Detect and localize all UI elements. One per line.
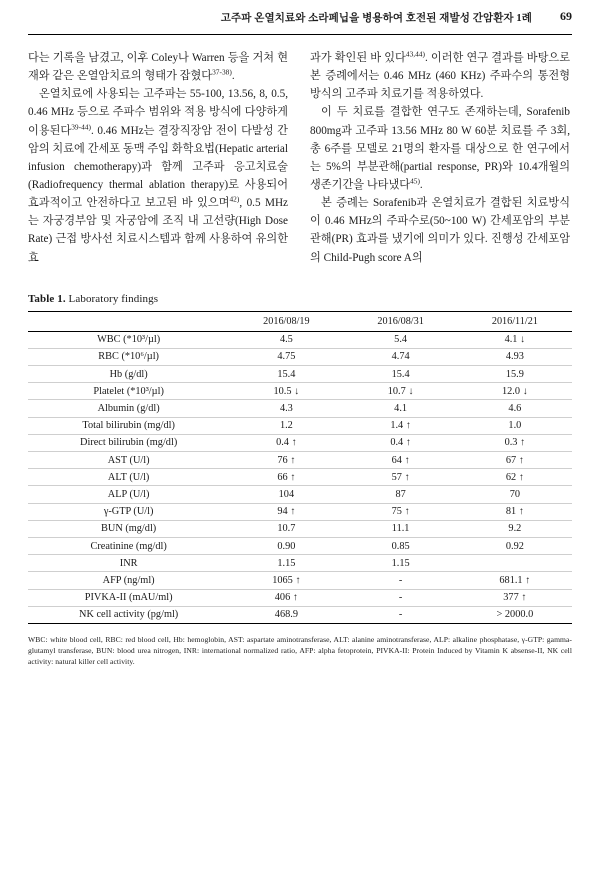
cell-value: 15.4	[391, 368, 410, 380]
cell-value: -	[398, 592, 403, 604]
paragraph	[28, 49, 288, 85]
cell-value: 4.75	[277, 351, 296, 363]
cell-value: 0.90	[277, 540, 296, 552]
table-row	[28, 434, 572, 451]
table-row	[28, 366, 572, 383]
row-label: AST (U/l)	[107, 454, 150, 466]
table-row	[28, 589, 572, 606]
article-page	[0, 6, 600, 870]
cell-value: 10.7	[277, 523, 296, 535]
table-row	[28, 606, 572, 623]
paragraph	[310, 49, 570, 103]
cell-value	[458, 555, 572, 572]
cell-value: 1.15	[277, 557, 296, 569]
row-label: γ-GTP (U/l)	[103, 506, 154, 518]
row-label: ALP (U/l)	[107, 488, 150, 500]
reference-superscript: 39-44)	[71, 121, 91, 131]
reference-superscript: 43,44)	[405, 49, 425, 59]
column-header-date: 2016/08/19	[263, 315, 310, 327]
table-row	[28, 417, 572, 434]
table-footnote: WBC: white blood cell, RBC: red blood cell, Hb: hemoglobin, AST: aspartate aminotransferase, ALT: alanine aminotransferase, ALP: alkaline phosphatase, γ-GTP: gamma-glutamyl transferase, BUN: blood urea nitrogen, INR: international normalized ratio, AFP: alpha fetoprotein, PIVKA-II: Protein Induced by Vitamin K absense-II, NK cell activity: natural killer cell activity.	[28, 634, 572, 667]
reference-superscript: 37-38)	[212, 67, 232, 77]
cell-value: 0.92	[505, 540, 524, 552]
cell-value: 4.74	[391, 351, 410, 363]
cell-value: 377 ↑	[458, 589, 572, 606]
cell-value: 10.7 ↓	[344, 383, 458, 400]
cell-value: 1.4 ↑	[344, 417, 458, 434]
cell-value: 4.3	[279, 403, 293, 415]
laboratory-table-block	[28, 293, 572, 668]
table-row	[28, 537, 572, 554]
cell-value: 4.5	[279, 334, 293, 346]
table-row	[28, 400, 572, 417]
text-run: 이 두 치료를 결합한 연구도 존재하는데, Sorafenib 800mg과 고주파 13.56 MHz 80 W 60분 치료를 주 3회, 총 6주를 모델로 21명의 환자를 대상으로 한 연구에서는 5%의 부분관해(partial response, PR)와 10.4개월의 생존기간을 나타냈다	[310, 106, 570, 191]
paragraph	[310, 194, 570, 267]
paragraph	[28, 85, 288, 266]
cell-value: 15.9	[505, 368, 524, 380]
cell-value: 4.1	[394, 403, 408, 415]
text-run: 과가 확인된 바 있다	[310, 52, 406, 64]
text-run: . 0.46 MHz는 결장직장암 전이 다발성 간암의 치료에 간세포 동맥 주입 화학요법(Hepatic arterial infusion chemotherapy)과 함께 고주파 응고치료술(Radiofrequency thermal ablation therapy)로 사용되어 효과적이고 안전하다고 보고된 바 있으며	[28, 124, 288, 210]
cell-value: 1065 ↑	[229, 572, 343, 589]
cell-value: 1.15	[391, 557, 410, 569]
cell-value: 406 ↑	[229, 589, 343, 606]
text-run: 본 증례는 Sorafenib과 온열치료가 결합된 치료방식이 0.46 MHz의 주파수로(50~100 W) 간세포암의 부분관해(PR) 효과를 냈기에 의미가 있다. 진행성 간세포암의 Child-Pugh score A의	[310, 197, 570, 264]
column-header-date: 2016/08/31	[377, 315, 424, 327]
reference-superscript: 42)	[229, 194, 240, 204]
table-row	[28, 348, 572, 365]
row-label: Direct bilirubin (mg/dl)	[80, 437, 178, 449]
cell-value: 104	[278, 488, 295, 500]
cell-value: 0.4 ↑	[229, 434, 343, 451]
row-label: BUN (mg/dl)	[101, 523, 157, 535]
table-row	[28, 452, 572, 469]
text-run: 온열치료에 사용되는 고주파는 55-100, 13.56, 8, 0.5, 0.46 MHz 등으로 주파수 범위와 적용 방식에 다양하게 이용된다	[28, 88, 288, 137]
cell-value: 75 ↑	[344, 503, 458, 520]
table-body	[28, 331, 572, 623]
table-row	[28, 520, 572, 537]
laboratory-findings-table	[28, 311, 572, 624]
cell-value: 0.85	[391, 540, 410, 552]
table-row	[28, 469, 572, 486]
cell-value: 57 ↑	[344, 469, 458, 486]
table-row	[28, 503, 572, 520]
cell-value: 67 ↑	[458, 452, 572, 469]
body-columns	[28, 49, 572, 267]
cell-value: 681.1 ↑	[458, 572, 572, 589]
cell-value: 10.5 ↓	[229, 383, 343, 400]
table-header-row	[28, 311, 572, 331]
cell-value: 1.2	[279, 420, 293, 432]
row-label: Albumin (g/dl)	[97, 403, 160, 415]
cell-value: 15.4	[277, 368, 296, 380]
table-head	[28, 311, 572, 331]
cell-value: 64 ↑	[344, 452, 458, 469]
text-run: . 이러한 연구 결과를 바탕으로 본 증례에서는 0.46 MHz (460 KHz) 주파수의 통전형 방식의 고주파 치료기를 적용하였다.	[310, 52, 570, 101]
cell-value: 70	[509, 488, 521, 500]
cell-value: 62 ↑	[458, 469, 572, 486]
cell-value: 9.2	[508, 523, 522, 535]
cell-value: 468.9	[274, 609, 298, 621]
row-label: Hb (g/dl)	[109, 368, 148, 380]
cell-value: -	[398, 574, 403, 586]
row-label: WBC (*10³/µl)	[97, 334, 161, 346]
table-label: Table 1.	[28, 292, 66, 305]
row-label: Platelet (*10³/µl)	[93, 385, 164, 397]
cell-value: 87	[395, 488, 406, 500]
cell-value: > 2000.0	[496, 609, 534, 621]
cell-value: -	[398, 609, 403, 621]
cell-value: 5.4	[394, 334, 408, 346]
reference-superscript: 45)	[410, 176, 420, 186]
row-label: AFP (ng/ml)	[102, 574, 155, 586]
table-row	[28, 331, 572, 348]
paragraph	[310, 103, 570, 194]
column-header-date: 2016/11/21	[491, 315, 538, 327]
cell-value: 4.1 ↓	[458, 331, 572, 348]
cell-value: 66 ↑	[229, 469, 343, 486]
table-row	[28, 572, 572, 589]
table-row	[28, 383, 572, 400]
cell-value: 1.0	[508, 420, 522, 432]
running-head-title: 고주파 온열치료와 소라페닙을 병용하여 호전된 재발성 간암환자 1례	[220, 13, 532, 24]
table-row	[28, 486, 572, 503]
row-label: INR	[119, 557, 138, 569]
header-divider	[28, 34, 572, 35]
cell-value: 4.93	[505, 351, 524, 363]
row-label: NK cell activity (pg/ml)	[79, 609, 179, 621]
text-run: 다는 기록을 남겼고, 이후 Coley나 Warren 등을 거쳐 현재와 같은 온열암치료의 형태가 잡혔다	[28, 52, 288, 83]
row-label: Total bilirubin (mg/dl)	[82, 420, 175, 432]
right-column	[310, 49, 570, 267]
table-title: Laboratory findings	[68, 292, 159, 305]
text-run: .	[231, 70, 235, 83]
text-run: .	[419, 178, 423, 191]
cell-value: 94 ↑	[229, 503, 343, 520]
text-run: , 0.5 MHz는 자궁경부암 및 자궁암에 조직 내 고선량(High Dose Rate) 근접 방사선 치료시스템과 함께 사용하여 유의한 효	[28, 197, 288, 264]
page-number: 69	[560, 9, 572, 23]
cell-value: 11.1	[391, 523, 410, 535]
cell-value: 76 ↑	[229, 452, 343, 469]
column-header-measure	[28, 311, 229, 331]
table-caption	[28, 293, 572, 305]
cell-value: 81 ↑	[458, 503, 572, 520]
cell-value: 0.3 ↑	[458, 434, 572, 451]
row-label: ALT (U/l)	[107, 471, 150, 483]
row-label: Creatinine (mg/dl)	[90, 540, 167, 552]
cell-value: 12.0 ↓	[458, 383, 572, 400]
table-row	[28, 555, 572, 572]
row-label: PIVKA-II (mAU/ml)	[84, 592, 173, 604]
cell-value: 0.4 ↑	[344, 434, 458, 451]
row-label: RBC (*10⁶/µl)	[98, 351, 159, 363]
left-column	[28, 49, 288, 267]
running-head	[28, 6, 572, 32]
cell-value: 4.6	[508, 403, 522, 415]
